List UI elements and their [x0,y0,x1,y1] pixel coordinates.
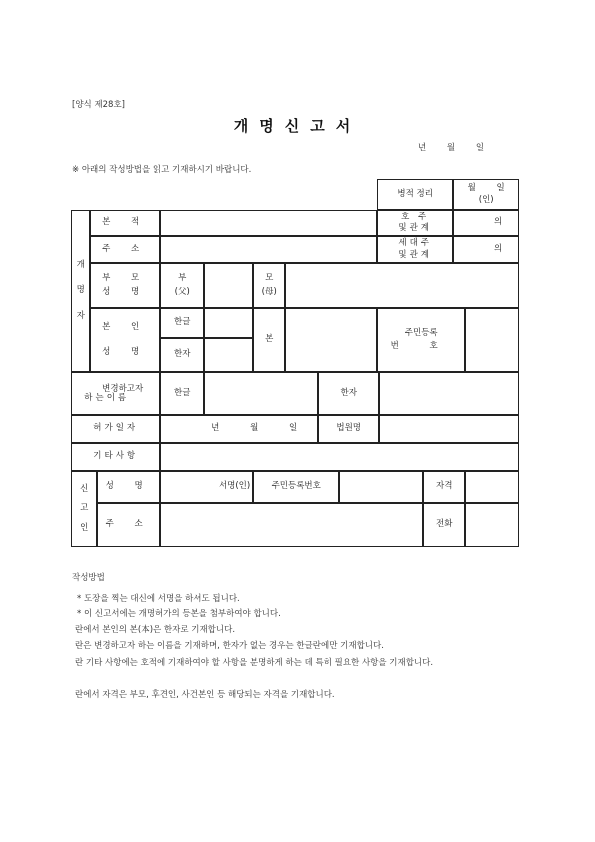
other-matters-text: 기타사항 [93,451,139,462]
father-name-field[interactable] [204,263,253,308]
own-name-hangul-label [160,308,204,338]
permission-date-label [71,415,160,443]
reporter-resident-no-field[interactable] [339,471,423,503]
parents-label-1: 부 모 [102,272,149,283]
reporter-address-text: 주 소 [105,519,152,530]
registry-seal-label: (인) [478,194,494,205]
reporter-group-char-3: 인 [80,522,89,533]
instruction-notice: ※ 아래의 작성방법을 읽고 기재하시기 바랍니다. [72,165,252,175]
own-name-hanja-text: 한자 [173,349,191,360]
new-name-hangul-text: 한글 [173,387,191,398]
reporter-address-field[interactable] [160,503,423,547]
own-name-hangul-text: 한글 [173,317,191,328]
mother-label-2: (母) [261,287,277,298]
resident-no-field[interactable] [465,308,519,372]
reporter-name-text: 성 명 [105,481,152,492]
new-name-hanja-text: 한자 [340,387,357,398]
father-label [160,263,204,308]
permission-date-text: 허가일자 [93,423,139,434]
resident-no-label [377,308,465,372]
new-name-hanja-label [318,372,379,415]
form-number: [양식 제28호] [72,100,125,110]
address-label [90,236,160,263]
guide-item: * 도장을 찍는 대신에 서명을 하셔도 됩니다. [77,594,240,604]
mother-label [253,263,285,308]
own-name-label-1: 본 인 [102,321,149,332]
householder-suffix: 의 [493,243,503,254]
father-label-2: (父) [174,287,190,298]
guide-title: 작성방법 [72,573,105,583]
guide-item: 란에서 자격은 부모, 후견인, 사건본인 등 해당되는 자격을 기재합니다. [75,690,335,700]
new-name-hangul-label [160,372,204,415]
household-head-label [377,210,453,236]
subject-group-char-2: 명 [76,285,85,296]
subject-group-char-1: 개 [76,260,85,270]
origin-label [253,308,285,372]
reporter-phone-label [423,503,465,547]
domicile-label [90,210,160,236]
guide-item: 란에서 본인의 본(本)은 한자로 기재합니다. [75,625,236,635]
resident-no-label-2: 번 호 [390,341,452,352]
guide-item: * 이 신고서에는 개명허가의 등본을 첨부하여야 합니다. [77,609,281,619]
new-name-label-1: 변경하고자 [102,383,144,394]
reporter-signature-label: 서명(인) [218,481,251,492]
own-name-hanja-field[interactable] [204,338,253,372]
reporter-name-label [97,471,160,503]
court-name-text: 법원명 [336,423,362,434]
domicile-field[interactable] [160,210,377,236]
reporter-qualification-field[interactable] [465,471,519,503]
householder-field[interactable] [453,236,519,263]
address-field[interactable] [160,236,377,263]
reporter-group-char-1: 신 [80,484,89,494]
guide-item: 란은 변경하고자 하는 이름을 기재하며, 한자가 없는 경우는 한글란에만 기재합니다. [75,641,384,651]
own-name-label-2: 성 명 [102,347,149,358]
report-date: 년 월 일 [418,143,485,153]
new-name-hanja-field[interactable] [379,372,519,415]
form-title: 개명신고서 [233,117,362,135]
reporter-group-label [71,471,97,547]
father-label-1: 부 [178,272,187,283]
permission-date-value: 년 월 일 [211,423,298,434]
reporter-qualification-text: 자격 [435,481,453,492]
subject-group-label [71,210,90,372]
reporter-resident-no-text: 주민등록번호 [271,481,321,492]
guide-item: 란 기타 사항에는 호적에 기재하여야 할 사항을 분명하게 하는 데 특히 필요한 사항을 기재합니다. [75,658,434,668]
origin-field[interactable] [285,308,377,372]
court-name-label [318,415,379,443]
parents-label [90,263,160,308]
registry-date-label: 월 일 [467,183,505,194]
household-head-label-1: 호 주 [401,211,430,222]
registry-date-cell[interactable] [453,179,519,210]
registry-label: 병적 정리 [397,188,433,199]
reporter-name-field[interactable] [160,471,253,503]
court-name-field[interactable] [379,415,519,443]
address-label-text: 주 소 [102,243,149,254]
householder-label [377,236,453,263]
householder-label-2: 및관계 [398,249,433,260]
reporter-group-char-2: 고 [80,503,89,514]
resident-no-label-1: 주민등록 [404,327,438,338]
subject-group-char-3: 자 [76,310,85,321]
domicile-label-text: 본 적 [102,217,149,228]
reporter-address-label [97,503,160,547]
permission-date-field[interactable] [160,415,318,443]
registry-label-cell [377,179,453,210]
household-head-suffix: 의 [493,217,503,228]
own-name-label [90,308,160,372]
new-name-hangul-field[interactable] [204,372,318,415]
mother-label-1: 모 [265,272,274,283]
origin-label-text: 본 [265,334,274,345]
own-name-hanja-label [160,338,204,372]
reporter-phone-field[interactable] [465,503,519,547]
household-head-label-2: 및관계 [398,223,433,234]
reporter-resident-no-label [253,471,339,503]
parents-label-2: 성 명 [102,287,149,298]
own-name-hangul-field[interactable] [204,308,253,338]
householder-label-1: 세대주 [398,238,433,249]
other-matters-label [71,443,160,471]
other-matters-field[interactable] [160,443,519,471]
new-name-label-2: 하는이름 [84,392,130,403]
household-head-field[interactable] [453,210,519,236]
mother-name-field[interactable] [285,263,519,308]
reporter-qualification-label [423,471,465,503]
new-name-label [71,372,160,415]
reporter-phone-text: 전화 [435,519,453,530]
